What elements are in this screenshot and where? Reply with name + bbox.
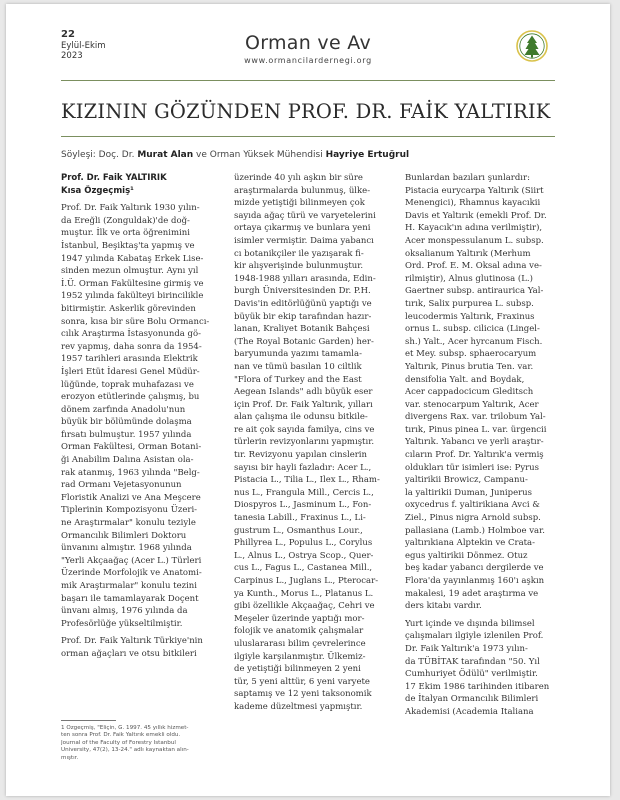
text-line: Flora'da yayınlanmış 160'ı aşkın [405, 576, 545, 586]
text-line: divergens Rax. var. trilobum Yal- [405, 412, 546, 423]
text-line: Profesörlüğe yükseltilmiştir. [61, 618, 183, 629]
text-line: cıların Prof. Dr. Yaltırık'a vermiş [405, 450, 544, 461]
text-line: Gaertner subsp. antiraurica Yal- [405, 286, 544, 297]
text-line: egus yaltirikii Dönmez. Otuz [405, 550, 528, 561]
text-line: ya Kunth., Morus L., Platanus L. [234, 588, 374, 599]
text-line: alan çalışma ile odunsu bitkile- [234, 412, 368, 423]
text-line: Cumhuriyet Ödülü" verilmiştir. [405, 669, 538, 680]
text-line: 1947 yılında Kabataş Erkek Lise- [61, 253, 204, 264]
text-line: için Prof. Dr. Faik Yaltırık, yılları [234, 399, 373, 410]
header-rule [61, 80, 555, 81]
text-line: çalışmaları ilgiyle izlenilen Prof. [405, 631, 544, 642]
page-number: 22 [61, 29, 75, 40]
text-line: rad Ormanı Vejetasyonunun [61, 480, 182, 491]
text-line: Dr. Faik Yaltırık'a 1973 yılın- [405, 643, 528, 654]
byline-prefix: Söyleşi: Doç. Dr. [61, 150, 138, 160]
text-line: oxycedrus f. yaltirikiana Avci & [405, 500, 540, 511]
footnote-line: University, 47(2), 13-24." adlı kaynaktan alın- [61, 747, 189, 754]
text-line: Davis'in editörlüğünü yaptığı ve [234, 298, 372, 309]
text-line: kademe düzeltmesi yapmıştır. [234, 701, 363, 712]
text-line: saptamış ve 12 yeni taksonomik [234, 689, 372, 700]
text-line: ünvanını almıştır. 1968 yılında [61, 543, 192, 554]
text-line: ilgiyle karşılanmıştır. Ülkemiz- [234, 651, 366, 662]
byline [61, 150, 409, 160]
text-line: Pistacia L., Tilia L., Ilex L., Rham- [234, 475, 380, 486]
text-line: sh.) Yalt., Acer hyrcanum Fisch. [405, 336, 543, 347]
text-line: türlerin revizyonlarını yapmıştır. [234, 437, 375, 448]
text-line: makalesi, 19 adet araştırma ve [405, 588, 539, 599]
text-line: fırsatı bulmuştur. 1957 yılında [61, 429, 192, 440]
text-line: İ.Ü. Orman Fakültesine girmiş ve [61, 278, 204, 289]
text-line: Acer monspessulanum L. subsp. [405, 235, 544, 246]
text-line: Tiplerinin Kompozisyonu Üzeri- [61, 505, 198, 516]
text-line: araştırmalarda bulunmuş, ülke- [234, 185, 371, 196]
text-line: ği Anabilim Dalına Asistan ola- [61, 455, 194, 466]
text-line: pallasiana (Lamb.) Holmboe var. [405, 525, 545, 536]
text-line: üzerinde 40 yılı aşkın bir süre [234, 173, 363, 183]
text-line: büyük bir bölümünde dolaşma [61, 417, 192, 428]
text-line: Üzerinde Morfolojik ve Anatomi- [61, 568, 202, 579]
text-line: mizde yetiştiği bilinmeyen çok [234, 198, 365, 209]
text-line: (The Royal Botanic Garden) her- [234, 336, 374, 347]
footnote-rule [61, 720, 116, 721]
text-line: beş kadar yabancı dergilerde ve [405, 563, 544, 574]
text-line: Menengici), Rhamnus kayacıkii [405, 198, 541, 209]
text-column-1 [61, 172, 223, 661]
text-line: nan ve tümü basılan 10 ciltlik [234, 361, 362, 372]
text-line: sonra, kısa bir süre Bolu Ormancı- [61, 316, 210, 327]
bio-heading: Kısa Özgeçmiş¹ [61, 185, 134, 196]
text-line: isimler vermiştir. Daima yabancı [234, 235, 374, 246]
text-line: Ziel., Pinus nigra Arnold subsp. [405, 513, 541, 524]
text-line: Carpinus L., Juglans L., Pterocar- [234, 576, 379, 586]
text-line: Ormancılık Bilimleri Doktoru [61, 530, 187, 541]
text-line: tırık, Salix purpurea L. subsp. [405, 298, 534, 309]
text-line: Orman Fakültesi, Orman Botani- [61, 442, 202, 453]
text-line: "Yerli Akçaağaç (Acer L.) Türleri [61, 555, 202, 566]
text-line: erozyon etütlerinde çalışmış, bu [61, 392, 200, 403]
issue-year: 2023 [61, 51, 83, 61]
footnote-line: 1 Özgeçmiş, "Eliçin, G. 1997. 45 yıllık hizmet- [61, 725, 189, 731]
text-line: yaltirikii Browicz, Campanu- [405, 475, 528, 486]
footnote-line: mıştır. [61, 754, 79, 761]
magazine-website[interactable]: www.ormancilardernegi.org [244, 56, 372, 65]
text-line: burgh Üniversitesinden Dr. P.H. [234, 286, 371, 297]
text-line: ornus L. subsp. cilicica (Lingel- [405, 324, 540, 335]
text-line: 17 Ekim 1986 tarihinden itibaren [405, 681, 550, 692]
byline-author-2: Hayriye Ertuğrul [325, 150, 410, 160]
text-line: rak atanmış, 1963 yılında "Belg- [61, 467, 200, 478]
text-line: bitirmiştir. Askerlik görevinden [61, 303, 196, 314]
text-column-3 [405, 172, 567, 719]
text-line: Pistacia eurycarpa Yaltırık (Siirt [405, 185, 544, 196]
text-line: başarı ile tamamlayarak Doçent [61, 593, 199, 604]
association-logo-icon [516, 30, 548, 62]
bio-heading: Prof. Dr. Faik YALTIRIK [61, 173, 167, 183]
text-line: tırık, Pinus pinea L. var. ürgencii [405, 424, 547, 435]
text-line: yaltırıkiana Alptekin ve Crata- [405, 538, 535, 549]
byline-author-1: Murat Alan [137, 150, 194, 160]
text-line: sayıda ağaç türü ve varyetelerini [234, 210, 376, 221]
text-line: nus L., Frangula Mill., Cercis L., [234, 487, 374, 498]
text-line: Phillyrea L., Populus L., Corylus [234, 538, 373, 549]
text-line: tür, 5 yeni alttür, 6 yeni varyete [234, 676, 370, 687]
text-line: ne Araştırmalar" konulu teziyle [61, 518, 196, 529]
text-line: 1948-1988 yılları arasında, Edin- [234, 273, 376, 284]
text-column-2 [234, 172, 396, 714]
text-line: tır. Revizyonu yapılan cinslerin [234, 450, 367, 461]
text-line: densifolia Yalt. and Boydak, [405, 374, 525, 385]
text-line: uluslararası bilim çevrelerince [234, 638, 366, 649]
text-line: ünvanı almış, 1976 yılında da [61, 606, 188, 617]
text-line: Yaltırık. Yabancı ve yerli araştır- [405, 437, 544, 448]
text-line: sayısı bir hayli fazladır: Acer L., [234, 462, 372, 473]
text-line: et Mey. subsp. sphaerocaryum [405, 349, 537, 360]
text-line: Acer cappadocicum Gleditsch [405, 387, 534, 398]
text-line: oldukları tür isimleri ise: Pyrus [405, 462, 540, 473]
text-line: de yetiştiği bilinmeyen 2 yeni [234, 664, 361, 675]
text-line: folojik ve anatomik çalışmalar [234, 626, 364, 637]
text-line: ortaya çıkarmış ve bunlara yeni [234, 223, 371, 234]
text-line: Bunlardan bazıları şunlardır: [405, 173, 530, 183]
text-line: dönem zarfında Anadolu'nun [61, 404, 186, 415]
text-line: cılık Araştırma İstasyonunda gö- [61, 329, 201, 340]
text-line: lüğünde, toprak muhafazası ve [61, 379, 194, 390]
magazine-title: Orman ve Av [244, 32, 372, 54]
footnote-line: ten sonra Prof. Dr. Faik Yaltırık emekli oldu. [61, 732, 181, 739]
text-line: "Flora of Turkey and the East [234, 374, 362, 385]
footnote [61, 725, 226, 762]
text-line: baryumunda yazımı tamamla- [234, 349, 362, 360]
text-line: rilmiştir), Alnus glutinosa (L.) [405, 273, 533, 284]
text-line: sinden mezun olmuştur. Aynı yıl [61, 266, 199, 277]
text-line: Floristik Analizi ve Ana Meşcere [61, 492, 201, 503]
title-rule [61, 136, 555, 137]
text-line: cus L., Fagus L., Castanea Mill., [234, 563, 373, 574]
text-line: Ord. Prof. E. M. Oksal adına ve- [405, 261, 542, 272]
text-line: cı botanikçiler ile yazışarak fi- [234, 248, 364, 259]
text-line: rev yapmış, daha sonra da 1954- [61, 341, 202, 352]
text-line: la yaltirikii Duman, Juniperus [405, 487, 533, 498]
text-line: re ait çok sayıda familya, cins ve [234, 424, 375, 435]
text-line: Davis et Yaltırık (emekli Prof. Dr. [405, 210, 547, 221]
text-line: 1952 yılında fakülteyi birincilikle [61, 291, 204, 302]
text-line: Yaltırık, Pinus brutia Ten. var. [405, 361, 534, 372]
text-line: gibi özellikle Akçaağaç, Cehri ve [234, 601, 375, 612]
text-line: büyük bir ekip tarafından hazır- [234, 311, 372, 322]
article-title: KIZININ GÖZÜNDEN PROF. DR. FAİK YALTIRIK [61, 100, 551, 123]
text-line: Akademisi (Academia Italiana [405, 706, 534, 717]
magazine-page [6, 4, 610, 796]
text-line: L., Alnus L., Ostrya Scop., Quer- [234, 550, 374, 561]
issue-months: Eylül-Ekim [61, 40, 106, 51]
text-line: orman ağaçları ve otsu bitkileri [61, 648, 197, 659]
text-line: 1957 tarihleri arasında Elektrik [61, 354, 198, 365]
text-line: muştur. İlk ve orta öğrenimini [61, 228, 190, 239]
text-line: leucodermis Yaltırık, Fraxinus [405, 311, 535, 322]
text-line: ders kitabı vardır. [405, 601, 482, 612]
text-line: Diospyros L., Jasminum L., Fon- [234, 500, 372, 511]
text-line: de İtalyan Ormancılık Bilimleri [405, 694, 539, 705]
text-line: Aegean Islands" adlı büyük eser [234, 387, 373, 398]
text-line: Prof. Dr. Faik Yaltırık Türkiye'nin [61, 636, 203, 647]
text-line: var. stenocarpum Yaltırık, Acer [405, 399, 539, 410]
text-line: İşleri Etüt İdaresi Genel Müdür- [61, 366, 200, 377]
text-line: mik Araştırmalar" konulu tezini [61, 581, 197, 591]
text-line: da Ereğli (Zonguldak)'de doğ- [61, 215, 190, 226]
text-line: Meşeler üzerinde yaptığı mor- [234, 613, 365, 624]
text-line: da TÜBİTAK tarafından "50. Yıl [405, 656, 540, 667]
text-line: H. Kayacık'ın adına verilmiştir), [405, 223, 543, 234]
text-line: kir alışverişinde bulunmuştur. [234, 261, 364, 272]
text-line: İstanbul, Beşiktaş'ta yapmış ve [61, 240, 195, 251]
text-line: tanesia Labill., Fraxinus L., Li- [234, 513, 366, 524]
text-line: Prof. Dr. Faik Yaltırık 1930 yılın- [61, 203, 200, 214]
byline-middle: ve Orman Yüksek Mühendisi [193, 150, 326, 160]
text-line: lanan, Kraliyet Botanik Bahçesi [234, 324, 370, 335]
text-line: oksalianum Yaltırık (Merhum [405, 248, 531, 259]
text-line: Yurt içinde ve dışında bilimsel [405, 618, 535, 629]
text-line: gustrum L., Osmanthus Lour., [234, 525, 363, 536]
footnote-line: Journal of the Faculty of Forestry Istanbul [61, 739, 176, 746]
